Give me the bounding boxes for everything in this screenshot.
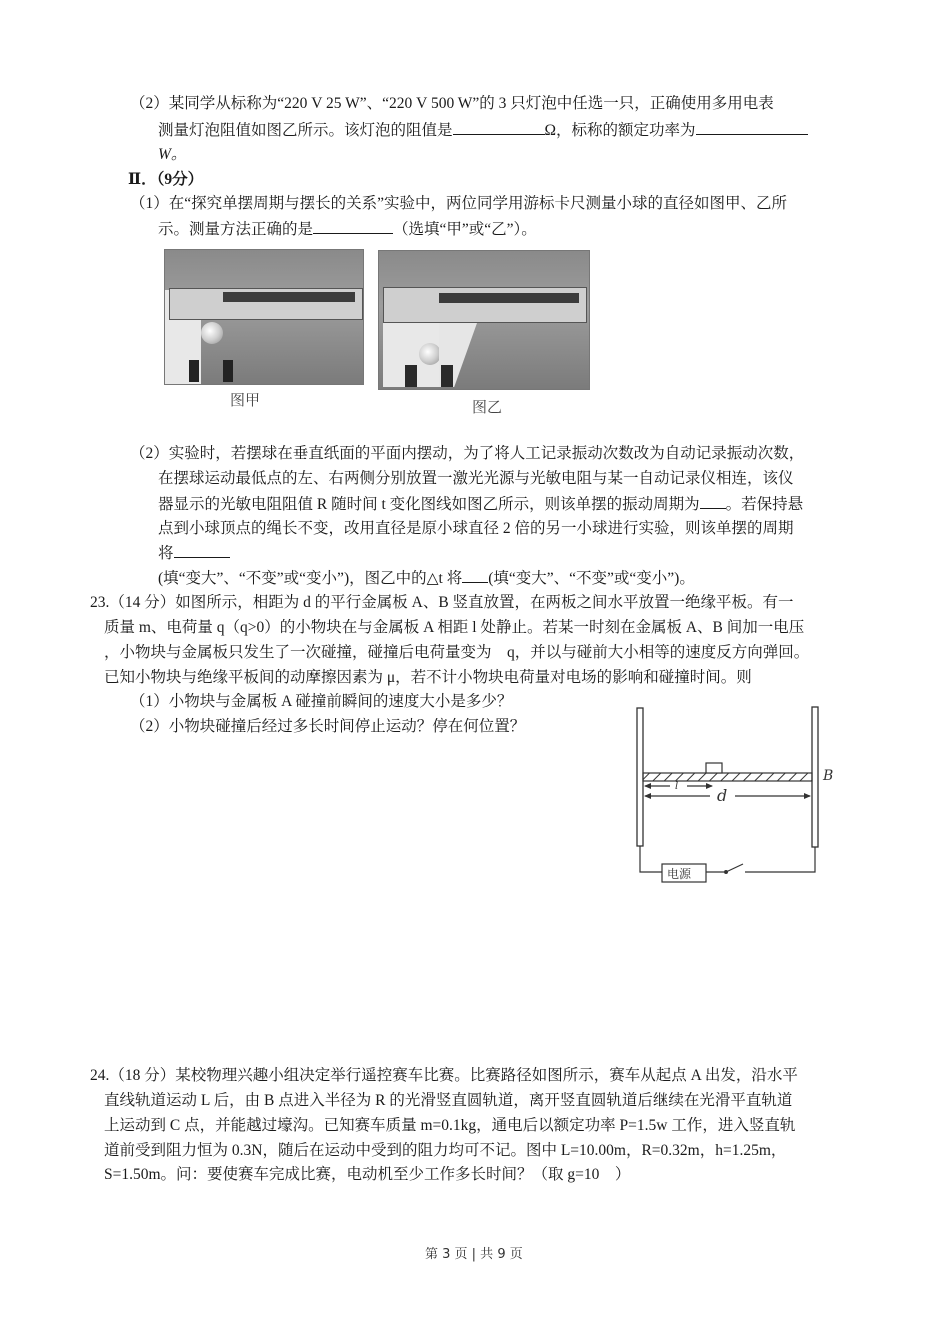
pendulum-q2-line6: [158, 566, 695, 591]
q23-sub2: （2）小物块碰撞后经过多长时间停止运动？停在何位置？: [130, 718, 526, 735]
pendulum-q2-text-jiang: 将: [158, 545, 174, 562]
q24-line2: 直线轨道运动 L 后，由 B 点进入半径为 R 的光滑竖直圆轨道，离开竖直圆轨道后继续在光滑平直轨道: [104, 1092, 793, 1109]
pendulum-q1-text-a: 示。测量方法正确的是: [158, 221, 314, 238]
small-block: [706, 763, 722, 773]
ball-icon: [419, 343, 441, 365]
caliper-jaw-tip: [189, 360, 199, 382]
label-l: l: [675, 781, 679, 792]
caliper-photo-yi: [378, 250, 590, 390]
answer-blank-period[interactable]: [700, 492, 726, 509]
q23-line1: 23.（14 分）如图所示，相距为 d 的平行金属板 A、B 竖直放置，在两板之间水平放置一绝缘平板。有一: [90, 594, 794, 611]
pendulum-q2-line4: 点到小球顶点的绳长不变，改用直径是原小球直径 2 倍的另一小球进行实验，则该单摆的周期: [158, 520, 794, 537]
parallel-plates-diagram: [620, 700, 850, 890]
metal-plate-b: [812, 707, 818, 847]
caliper-photo-jia: [164, 249, 364, 385]
q23-line4: 已知小物块与绝缘平板间的动摩擦因素为 μ，若不计小物块电荷量对电场的影响和碰撞时间。则: [104, 669, 752, 686]
pendulum-q2-line1: （2）实验时，若摆球在垂直纸面的平面内摆动，为了将人工记录振动次数改为自动记录振动次数，: [130, 445, 805, 462]
pendulum-q2-text-c: (填“变大”、“不变”或“变小”)，图乙中的△t 将: [158, 570, 463, 587]
pendulum-q2-line3: [158, 492, 803, 517]
pendulum-q1-text-b: （选填“甲”或“乙”）。: [393, 221, 537, 238]
section-heading-part2: Ⅱ．（9分）: [128, 171, 204, 188]
label-b: B: [823, 768, 834, 784]
caliper-scale-marks: [223, 292, 355, 302]
answer-blank-resistance[interactable]: [453, 118, 545, 135]
q24-line1: 24.（18 分）某校物理兴趣小组决定举行遥控赛车比赛。比赛路径如图所示，赛车从起点 A 出发，沿水平: [90, 1067, 798, 1084]
caliper-jaw-tip: [223, 360, 233, 382]
figure-caption-yi: 图乙: [472, 398, 503, 416]
q23-sub1: （1）小物块与金属板 A 碰撞前瞬间的速度大小是多少？: [130, 693, 513, 710]
answer-blank-power[interactable]: [696, 118, 808, 135]
q2-lamp-line3: W。: [158, 146, 187, 163]
pendulum-q2-text-a: 器显示的光敏电阻阻值 R 随时间 t 变化图线如图乙所示，则该单摆的振动周期为: [158, 496, 700, 513]
q2-lamp-line1: （2）某同学从标称为“220 V 25 W”、“220 V 500 W”的 3 只灯泡中任选一只，正确使用多用电表: [130, 95, 774, 112]
label-d: d: [717, 786, 728, 805]
caliper-jaw-tip: [405, 365, 417, 387]
q2-lamp-line2: [158, 118, 808, 143]
answer-blank-delta-t[interactable]: [462, 566, 488, 583]
q24-line3: 上运动到 C 点，并能越过壕沟。已知赛车质量 m=0.1kg，通电后以额定功率 P=1.5w 工作，进入竖直轨: [104, 1117, 796, 1134]
q24-line4: 道前受到阻力恒为 0.3N，随后在运动中受到的阻力均可不记。图中 L=10.00m，R=0.32m，h=1.25m，: [104, 1142, 787, 1159]
pendulum-q2-line2: 在摆球运动最低点的左、右两侧分别放置一激光光源与光敏电阻与某一自动记录仪相连，该仪: [158, 470, 794, 487]
metal-plate-a: [637, 708, 643, 846]
answer-blank-method[interactable]: [313, 217, 393, 234]
caliper-jaw-tip: [441, 365, 453, 387]
q23-line2: 质量 m、电荷量 q（q>0）的小物块在与金属板 A 相距 l 处静止。若某一时刻在金属板 A、B 间加一电压: [104, 619, 805, 636]
pendulum-q1-line1: （1）在“探究单摆周期与摆长的关系”实验中，两位同学用游标卡尺测量小球的直径如图甲、乙所: [130, 195, 788, 212]
q24-line5: S=1.50m。问：要使赛车完成比赛，电动机至少工作多长时间？（取 g=10 ）: [104, 1166, 631, 1183]
q2-lamp-text-a: 测量灯泡阻值如图乙所示。该灯泡的阻值是: [158, 122, 453, 139]
answer-blank-period-change[interactable]: [174, 541, 230, 558]
switch-icon: [726, 864, 743, 872]
pendulum-q2-text-d: (填“变大”、“不变”或“变小”)。: [488, 570, 695, 587]
figure-caption-jia: 图甲: [230, 391, 261, 409]
caliper-scale-marks: [439, 293, 579, 303]
insulating-board: [643, 773, 812, 781]
power-source-label: 电源: [667, 867, 692, 881]
pendulum-q1-line2: [158, 217, 537, 242]
page-number: 第 3 页 | 共 9 页: [425, 1247, 523, 1262]
q23-line3: ，小物块与金属板只发生了一次碰撞，碰撞后电荷量变为 q，并以与碰前大小相等的速度反方向弹回。: [104, 644, 810, 661]
ball-icon: [201, 322, 223, 344]
q2-lamp-text-b: Ω，标称的额定功率为: [544, 122, 696, 139]
pendulum-q2-line5: [158, 541, 230, 566]
pendulum-q2-text-b: 。若保持悬: [725, 496, 804, 513]
